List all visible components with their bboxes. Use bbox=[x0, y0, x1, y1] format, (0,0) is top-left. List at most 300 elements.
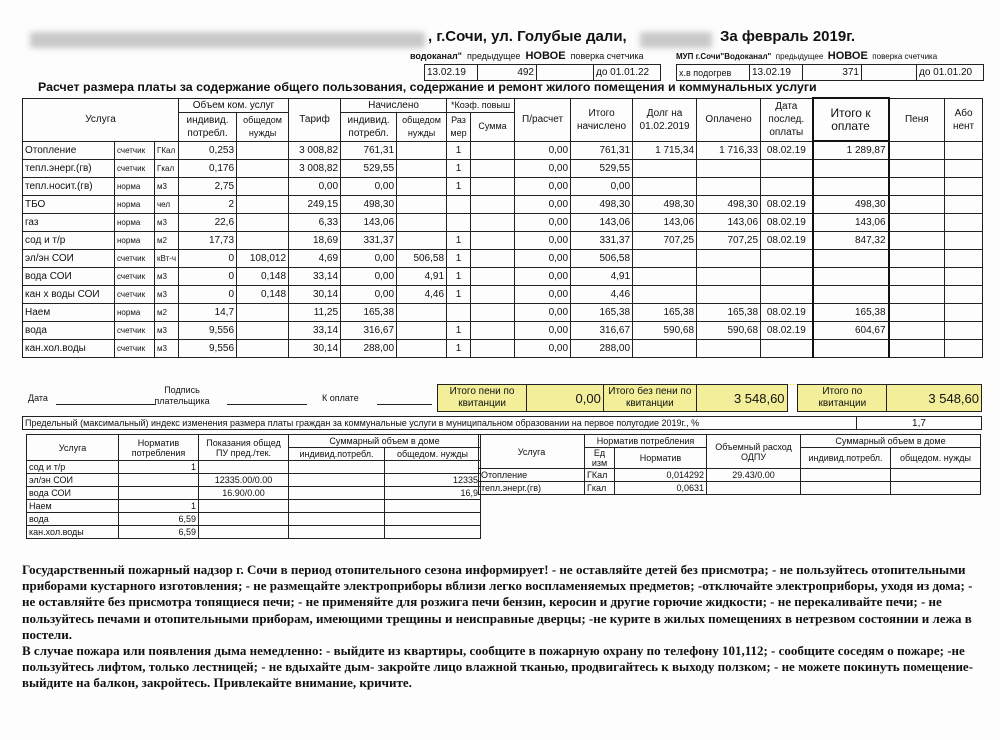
charged-common-cell: 4,46 bbox=[397, 286, 447, 304]
method-cell: норма bbox=[115, 214, 155, 232]
paid-cell bbox=[697, 160, 761, 178]
table-row bbox=[23, 268, 983, 286]
method-cell: счетчик bbox=[115, 160, 155, 178]
to-pay-line bbox=[377, 404, 432, 405]
charged-indiv-cell: 316,67 bbox=[341, 322, 397, 340]
common-volume-cell bbox=[237, 178, 289, 196]
lr-h-common: общедом. нужды bbox=[891, 448, 981, 469]
common-volume-cell bbox=[237, 160, 289, 178]
coef-size-cell bbox=[447, 214, 471, 232]
tariff-cell: 4,69 bbox=[289, 250, 341, 268]
charged-common-cell bbox=[397, 322, 447, 340]
table-row bbox=[479, 482, 981, 495]
total-value: 3 548,60 bbox=[887, 385, 982, 412]
lr-h-unit: Ед изм bbox=[585, 448, 615, 469]
tariff-cell: 0,00 bbox=[289, 178, 341, 196]
common-cell: 16,9 bbox=[385, 487, 481, 500]
lr-h-summary: Суммарный объем в доме bbox=[801, 435, 981, 448]
meter-right-org: МУП г.Сочи"Водоканал" bbox=[676, 52, 772, 61]
paid-cell: 707,25 bbox=[697, 232, 761, 250]
method-cell: счетчик bbox=[115, 322, 155, 340]
ll-h-service: Услуга bbox=[27, 435, 119, 461]
method-cell: счетчик bbox=[115, 250, 155, 268]
table-row bbox=[23, 304, 983, 322]
service-cell: Наем bbox=[27, 500, 119, 513]
subscriber-cell bbox=[945, 160, 983, 178]
to-pay-cell bbox=[813, 250, 889, 268]
method-cell: норма bbox=[115, 304, 155, 322]
total-label: Итого по квитанции bbox=[798, 385, 887, 412]
to-pay-cell: 604,67 bbox=[813, 322, 889, 340]
coef-size-cell: 1 bbox=[447, 141, 471, 160]
method-cell: норма bbox=[115, 196, 155, 214]
total-charged-cell: 498,30 bbox=[571, 196, 633, 214]
house-volume-table bbox=[26, 434, 481, 539]
meter-left-table bbox=[424, 64, 661, 81]
common-volume-cell: 108,012 bbox=[237, 250, 289, 268]
service-cell: вода bbox=[27, 513, 119, 526]
penalty-cell bbox=[889, 178, 945, 196]
charged-common-cell bbox=[397, 178, 447, 196]
tariff-cell: 33,14 bbox=[289, 322, 341, 340]
redacted-house bbox=[640, 32, 712, 48]
table-row bbox=[23, 250, 983, 268]
indiv-volume-cell: 0,176 bbox=[179, 160, 237, 178]
recalc-cell: 0,00 bbox=[515, 250, 571, 268]
readings-cell bbox=[199, 461, 289, 474]
coef-sum-cell bbox=[471, 141, 515, 160]
paid-cell: 143,06 bbox=[697, 214, 761, 232]
common-cell bbox=[385, 513, 481, 526]
service-cell: кан.хол.воды bbox=[27, 526, 119, 539]
meter-left-new-input[interactable] bbox=[537, 65, 594, 81]
lr-h-norm: Норматив потребления bbox=[585, 435, 707, 448]
unit-cell: ГКал bbox=[155, 141, 179, 160]
h-paid: Оплачено bbox=[697, 98, 761, 141]
norm-cell bbox=[119, 487, 199, 500]
charged-common-cell bbox=[397, 232, 447, 250]
indiv-volume-cell: 17,73 bbox=[179, 232, 237, 250]
to-pay-cell bbox=[813, 340, 889, 358]
service-cell: Отопление bbox=[479, 469, 585, 482]
coef-sum-cell bbox=[471, 250, 515, 268]
paid-cell bbox=[697, 268, 761, 286]
common-volume-cell: 0,148 bbox=[237, 268, 289, 286]
service-cell: сод и т/р bbox=[23, 232, 115, 250]
method-cell: норма bbox=[115, 232, 155, 250]
meter-left-prev-label: предыдущее bbox=[466, 51, 521, 61]
penalty-cell bbox=[889, 250, 945, 268]
h-to-pay: Итого к оплате bbox=[813, 98, 889, 141]
method-cell: счетчик bbox=[115, 340, 155, 358]
coef-sum-cell bbox=[471, 286, 515, 304]
service-cell: сод и т/р bbox=[27, 461, 119, 474]
meter-right-new-input[interactable] bbox=[862, 65, 917, 81]
unit-cell: Гкал bbox=[585, 482, 615, 495]
coef-size-cell: 1 bbox=[447, 322, 471, 340]
h-coef-size: Раз мер bbox=[447, 112, 471, 141]
index-row bbox=[22, 416, 982, 430]
h-charged: Начислено bbox=[341, 98, 447, 112]
readings-cell bbox=[199, 500, 289, 513]
service-cell: вода СОИ bbox=[27, 487, 119, 500]
tariff-cell: 33,14 bbox=[289, 268, 341, 286]
meter-right-prev-label: предыдущее bbox=[775, 52, 824, 61]
penalty-cell bbox=[889, 322, 945, 340]
charged-common-cell bbox=[397, 196, 447, 214]
meter-right-check-label: поверка счетчика bbox=[872, 52, 938, 61]
unit-cell: м3 bbox=[155, 268, 179, 286]
norm-cell: 6,59 bbox=[119, 513, 199, 526]
paid-cell: 165,38 bbox=[697, 304, 761, 322]
subscriber-cell bbox=[945, 322, 983, 340]
charges-table bbox=[22, 97, 983, 358]
meter-left-new-label: НОВОЕ bbox=[525, 50, 566, 62]
common-volume-cell bbox=[237, 214, 289, 232]
total-charged-cell: 288,00 bbox=[571, 340, 633, 358]
odpu-cell bbox=[707, 482, 801, 495]
table-row bbox=[23, 286, 983, 304]
debt-cell: 165,38 bbox=[633, 304, 697, 322]
charged-indiv-cell: 0,00 bbox=[341, 268, 397, 286]
unit-cell: ГКал bbox=[585, 469, 615, 482]
service-cell: кан.хол.воды bbox=[23, 340, 115, 358]
to-pay-cell: 847,32 bbox=[813, 232, 889, 250]
date-line bbox=[56, 404, 156, 405]
total-charged-cell: 4,46 bbox=[571, 286, 633, 304]
meter-right-header bbox=[676, 50, 937, 62]
debt-cell bbox=[633, 250, 697, 268]
total-charged-cell: 331,37 bbox=[571, 232, 633, 250]
h-recalc: П/расчет bbox=[515, 98, 571, 141]
readings-cell: 16.90/0.00 bbox=[199, 487, 289, 500]
subscriber-cell bbox=[945, 304, 983, 322]
last-pay-date-cell: 08.02.19 bbox=[761, 196, 813, 214]
norm-cell: 1 bbox=[119, 500, 199, 513]
table-row bbox=[23, 141, 983, 160]
penalty-cell bbox=[889, 214, 945, 232]
unit-cell: чел bbox=[155, 196, 179, 214]
indiv-cell bbox=[801, 482, 891, 495]
notice-paragraph-1: Государственный пожарный надзор г. Сочи в период отопительного сезона информирует! - не оставляйте детей без присмотра; - не пользуйтесь отопительными приборами кустарного изготовления; - не размещайте электроприборы вблизи легко воспламеняемых предметов; -отключайте электроприборы, уходя из дома; - не оставляйте без присмотра топящиеся печи; - не применяйте для розжига печи бензин, керосин и другие горючие жидкости; - не перекаливайте печи; - не пользуйтесь печами и отопительными приборам, имеющими трещины и неисправные дверцы; -не курите в жилых помещениях в нетрезвом состоянии и лежа в постели. bbox=[22, 562, 973, 642]
norm-cell: 0,0631 bbox=[615, 482, 707, 495]
table-row bbox=[27, 500, 481, 513]
table-row bbox=[23, 196, 983, 214]
h-coef: *Коэф. повыш bbox=[447, 98, 515, 112]
charged-indiv-cell: 0,00 bbox=[341, 250, 397, 268]
subscriber-cell bbox=[945, 214, 983, 232]
service-cell: газ bbox=[23, 214, 115, 232]
penalty-cell bbox=[889, 196, 945, 214]
common-cell bbox=[891, 469, 981, 482]
norm-cell bbox=[119, 474, 199, 487]
odpu-cell: 29.43/0.00 bbox=[707, 469, 801, 482]
recalc-cell: 0,00 bbox=[515, 340, 571, 358]
charged-common-cell bbox=[397, 160, 447, 178]
fire-safety-notice bbox=[22, 562, 982, 692]
charged-indiv-cell: 761,31 bbox=[341, 141, 397, 160]
indiv-cell bbox=[289, 526, 385, 539]
common-volume-cell bbox=[237, 340, 289, 358]
common-cell bbox=[385, 461, 481, 474]
meter-left-header bbox=[410, 50, 644, 62]
h-indiv: индивид. потребл. bbox=[179, 112, 237, 141]
period-title: За февраль 2019г. bbox=[720, 28, 856, 45]
coef-sum-cell bbox=[471, 304, 515, 322]
indiv-volume-cell: 0,253 bbox=[179, 141, 237, 160]
charged-common-cell: 4,91 bbox=[397, 268, 447, 286]
debt-cell: 707,25 bbox=[633, 232, 697, 250]
indiv-volume-cell: 2,75 bbox=[179, 178, 237, 196]
coef-size-cell: 1 bbox=[447, 250, 471, 268]
signature-label: Подпись плательщика bbox=[154, 385, 210, 406]
coef-sum-cell bbox=[471, 340, 515, 358]
last-pay-date-cell bbox=[761, 340, 813, 358]
h-penalty: Пеня bbox=[889, 98, 945, 141]
ll-h-readings: Показания общед ПУ пред./тек. bbox=[199, 435, 289, 461]
to-pay-cell bbox=[813, 268, 889, 286]
service-cell: эл/эн СОИ bbox=[27, 474, 119, 487]
coef-size-cell bbox=[447, 196, 471, 214]
coef-size-cell: 1 bbox=[447, 286, 471, 304]
tariff-cell: 30,14 bbox=[289, 340, 341, 358]
recalc-cell: 0,00 bbox=[515, 232, 571, 250]
charged-indiv-cell: 0,00 bbox=[341, 286, 397, 304]
charged-indiv-cell: 529,55 bbox=[341, 160, 397, 178]
indiv-volume-cell: 9,556 bbox=[179, 340, 237, 358]
paid-cell: 1 716,33 bbox=[697, 141, 761, 160]
paid-cell bbox=[697, 286, 761, 304]
subscriber-cell bbox=[945, 250, 983, 268]
common-volume-cell: 0,148 bbox=[237, 286, 289, 304]
meter-left-org: водоканал" bbox=[410, 51, 462, 61]
charged-common-cell bbox=[397, 141, 447, 160]
indiv-cell bbox=[801, 469, 891, 482]
last-pay-date-cell bbox=[761, 160, 813, 178]
subscriber-cell bbox=[945, 178, 983, 196]
charged-common-cell bbox=[397, 304, 447, 322]
paid-cell bbox=[697, 340, 761, 358]
debt-cell bbox=[633, 286, 697, 304]
debt-cell: 143,06 bbox=[633, 214, 697, 232]
to-pay-cell: 165,38 bbox=[813, 304, 889, 322]
subscriber-cell bbox=[945, 268, 983, 286]
subscriber-cell bbox=[945, 286, 983, 304]
total-charged-cell: 316,67 bbox=[571, 322, 633, 340]
table-row bbox=[23, 214, 983, 232]
h-last-pay: Дата послед. оплаты bbox=[761, 98, 813, 141]
coef-size-cell: 1 bbox=[447, 232, 471, 250]
debt-cell: 498,30 bbox=[633, 196, 697, 214]
total-charged-cell: 143,06 bbox=[571, 214, 633, 232]
last-pay-date-cell bbox=[761, 178, 813, 196]
paid-cell bbox=[697, 178, 761, 196]
coef-size-cell: 1 bbox=[447, 178, 471, 196]
recalc-cell: 0,00 bbox=[515, 178, 571, 196]
common-volume-cell bbox=[237, 232, 289, 250]
penalty-cell bbox=[889, 340, 945, 358]
to-pay-cell: 143,06 bbox=[813, 214, 889, 232]
meter-left-check-label: поверка счетчика bbox=[570, 51, 644, 61]
service-cell: Наем bbox=[23, 304, 115, 322]
total-charged-cell: 4,91 bbox=[571, 268, 633, 286]
coef-sum-cell bbox=[471, 322, 515, 340]
charged-indiv-cell: 165,38 bbox=[341, 304, 397, 322]
subscriber-cell bbox=[945, 340, 983, 358]
common-volume-cell bbox=[237, 322, 289, 340]
method-cell: счетчик bbox=[115, 141, 155, 160]
meter-left-date: 13.02.19 bbox=[425, 65, 478, 81]
service-cell: вода bbox=[23, 322, 115, 340]
subscriber-cell bbox=[945, 196, 983, 214]
charges-footer bbox=[22, 384, 982, 412]
meter-left-prev: 492 bbox=[478, 65, 537, 81]
method-cell: счетчик bbox=[115, 286, 155, 304]
service-cell: эл/эн СОИ bbox=[23, 250, 115, 268]
last-pay-date-cell bbox=[761, 250, 813, 268]
readings-cell bbox=[199, 526, 289, 539]
h-total-charged: Итого начислено bbox=[571, 98, 633, 141]
calc-title: Расчет размера платы за содержание общего пользования, содержание и ремонт жилого помещения и коммунальных услуги bbox=[38, 80, 817, 94]
meter-left-check: до 01.01.22 bbox=[594, 65, 661, 81]
recalc-cell: 0,00 bbox=[515, 286, 571, 304]
tariff-cell: 6,33 bbox=[289, 214, 341, 232]
coef-size-cell: 1 bbox=[447, 160, 471, 178]
debt-cell: 590,68 bbox=[633, 322, 697, 340]
service-cell: вода СОИ bbox=[23, 268, 115, 286]
unit-cell: Гкал bbox=[155, 160, 179, 178]
last-pay-date-cell bbox=[761, 286, 813, 304]
tariff-cell: 11,25 bbox=[289, 304, 341, 322]
penalty-cell bbox=[889, 268, 945, 286]
to-pay-cell bbox=[813, 286, 889, 304]
indiv-volume-cell: 0 bbox=[179, 250, 237, 268]
common-cell: 12335 bbox=[385, 474, 481, 487]
signature-line bbox=[227, 404, 307, 405]
table-row bbox=[27, 526, 481, 539]
service-cell: Отопление bbox=[23, 141, 115, 160]
penalty-cell bbox=[889, 232, 945, 250]
notice-paragraph-2: В случае пожара или появления дыма немедленно: - выйдите из квартиры, сообщите в пожарную охрану по телефону 101,112; - сообщите соседям о пожаре; -не пользуйтесь лифтом, только лестницей; - не вдыхайте дым- закройте лицо влажной тканью, продвигайтесь к выходу ползком; - не можете покинуть помещение- выйдите на балкон, закройтесь. Привлекайте внимание, кричите. bbox=[22, 643, 974, 691]
common-cell bbox=[385, 526, 481, 539]
indiv-cell bbox=[289, 500, 385, 513]
to-pay-cell: 1 289,87 bbox=[813, 141, 889, 160]
h-service: Услуга bbox=[23, 98, 179, 141]
coef-size-cell: 1 bbox=[447, 268, 471, 286]
last-pay-date-cell: 08.02.19 bbox=[761, 214, 813, 232]
table-row bbox=[23, 232, 983, 250]
debt-cell bbox=[633, 340, 697, 358]
recalc-cell: 0,00 bbox=[515, 304, 571, 322]
common-cell bbox=[385, 500, 481, 513]
no-penalty-label: Итого без пени по квитанции bbox=[603, 385, 696, 412]
norm-cell: 1 bbox=[119, 461, 199, 474]
charged-indiv-cell: 143,06 bbox=[341, 214, 397, 232]
last-pay-date-cell: 08.02.19 bbox=[761, 322, 813, 340]
method-cell: счетчик bbox=[115, 268, 155, 286]
index-value: 1,7 bbox=[857, 417, 982, 430]
debt-cell bbox=[633, 160, 697, 178]
indiv-cell bbox=[289, 513, 385, 526]
common-volume-cell bbox=[237, 196, 289, 214]
to-pay-label: К оплате bbox=[322, 393, 359, 403]
indiv-cell bbox=[289, 474, 385, 487]
unit-cell: м2 bbox=[155, 304, 179, 322]
unit-cell: м2 bbox=[155, 232, 179, 250]
indiv-volume-cell: 0 bbox=[179, 286, 237, 304]
recalc-cell: 0,00 bbox=[515, 196, 571, 214]
last-pay-date-cell bbox=[761, 268, 813, 286]
tariff-cell: 30,14 bbox=[289, 286, 341, 304]
coef-sum-cell bbox=[471, 214, 515, 232]
ll-h-indiv: индивид.потребл. bbox=[289, 448, 385, 461]
readings-cell: 12335.00/0.00 bbox=[199, 474, 289, 487]
charged-indiv-cell: 498,30 bbox=[341, 196, 397, 214]
meter-right-check: до 01.01.20 bbox=[917, 65, 984, 81]
to-pay-cell bbox=[813, 160, 889, 178]
heating-norm-table bbox=[478, 434, 981, 495]
penalty-cell bbox=[889, 141, 945, 160]
h-volume: Объем ком. услуг bbox=[179, 98, 289, 112]
tariff-cell: 18,69 bbox=[289, 232, 341, 250]
table-row bbox=[23, 340, 983, 358]
date-label: Дата bbox=[28, 393, 48, 403]
recalc-cell: 0,00 bbox=[515, 214, 571, 232]
tariff-cell: 249,15 bbox=[289, 196, 341, 214]
table-row bbox=[479, 469, 981, 482]
norm-cell: 6,59 bbox=[119, 526, 199, 539]
common-volume-cell bbox=[237, 141, 289, 160]
paid-cell: 590,68 bbox=[697, 322, 761, 340]
total-charged-cell: 529,55 bbox=[571, 160, 633, 178]
table-row bbox=[27, 513, 481, 526]
penalty-cell bbox=[889, 304, 945, 322]
method-cell: норма bbox=[115, 178, 155, 196]
ll-h-norm: Норматив потребления bbox=[119, 435, 199, 461]
indiv-cell bbox=[289, 461, 385, 474]
service-cell: тепл.энерг.(гв) bbox=[479, 482, 585, 495]
tariff-cell: 3 008,82 bbox=[289, 141, 341, 160]
summary-gap bbox=[787, 385, 798, 412]
subscriber-cell bbox=[945, 141, 983, 160]
lr-h-odpu: Объемный расход ОДПУ bbox=[707, 435, 801, 469]
h-subscriber: Або нент bbox=[945, 98, 983, 141]
coef-size-cell: 1 bbox=[447, 340, 471, 358]
tariff-cell: 3 008,82 bbox=[289, 160, 341, 178]
table-row bbox=[27, 474, 481, 487]
ll-h-summary: Суммарный объем в доме bbox=[289, 435, 481, 448]
last-pay-date-cell: 08.02.19 bbox=[761, 141, 813, 160]
table-row bbox=[27, 487, 481, 500]
index-label: Предельный (максимальный) индекс изменения размера платы граждан за коммунальные услуги в муниципальном образовании на первое полугодие 2019г., % bbox=[23, 417, 857, 430]
recalc-cell: 0,00 bbox=[515, 322, 571, 340]
last-pay-date-cell: 08.02.19 bbox=[761, 232, 813, 250]
service-cell: ТБО bbox=[23, 196, 115, 214]
lr-h-normval: Норматив bbox=[615, 448, 707, 469]
lr-h-indiv: индивид.потребл. bbox=[801, 448, 891, 469]
h-debt: Долг на 01.02.2019 bbox=[633, 98, 697, 141]
penalty-cell bbox=[889, 160, 945, 178]
readings-cell bbox=[199, 513, 289, 526]
common-cell bbox=[891, 482, 981, 495]
recalc-cell: 0,00 bbox=[515, 160, 571, 178]
penalty-cell bbox=[889, 286, 945, 304]
coef-size-cell bbox=[447, 304, 471, 322]
summary-boxes bbox=[437, 384, 982, 412]
service-cell: тепл.энерг.(гв) bbox=[23, 160, 115, 178]
debt-cell bbox=[633, 268, 697, 286]
total-charged-cell: 506,58 bbox=[571, 250, 633, 268]
